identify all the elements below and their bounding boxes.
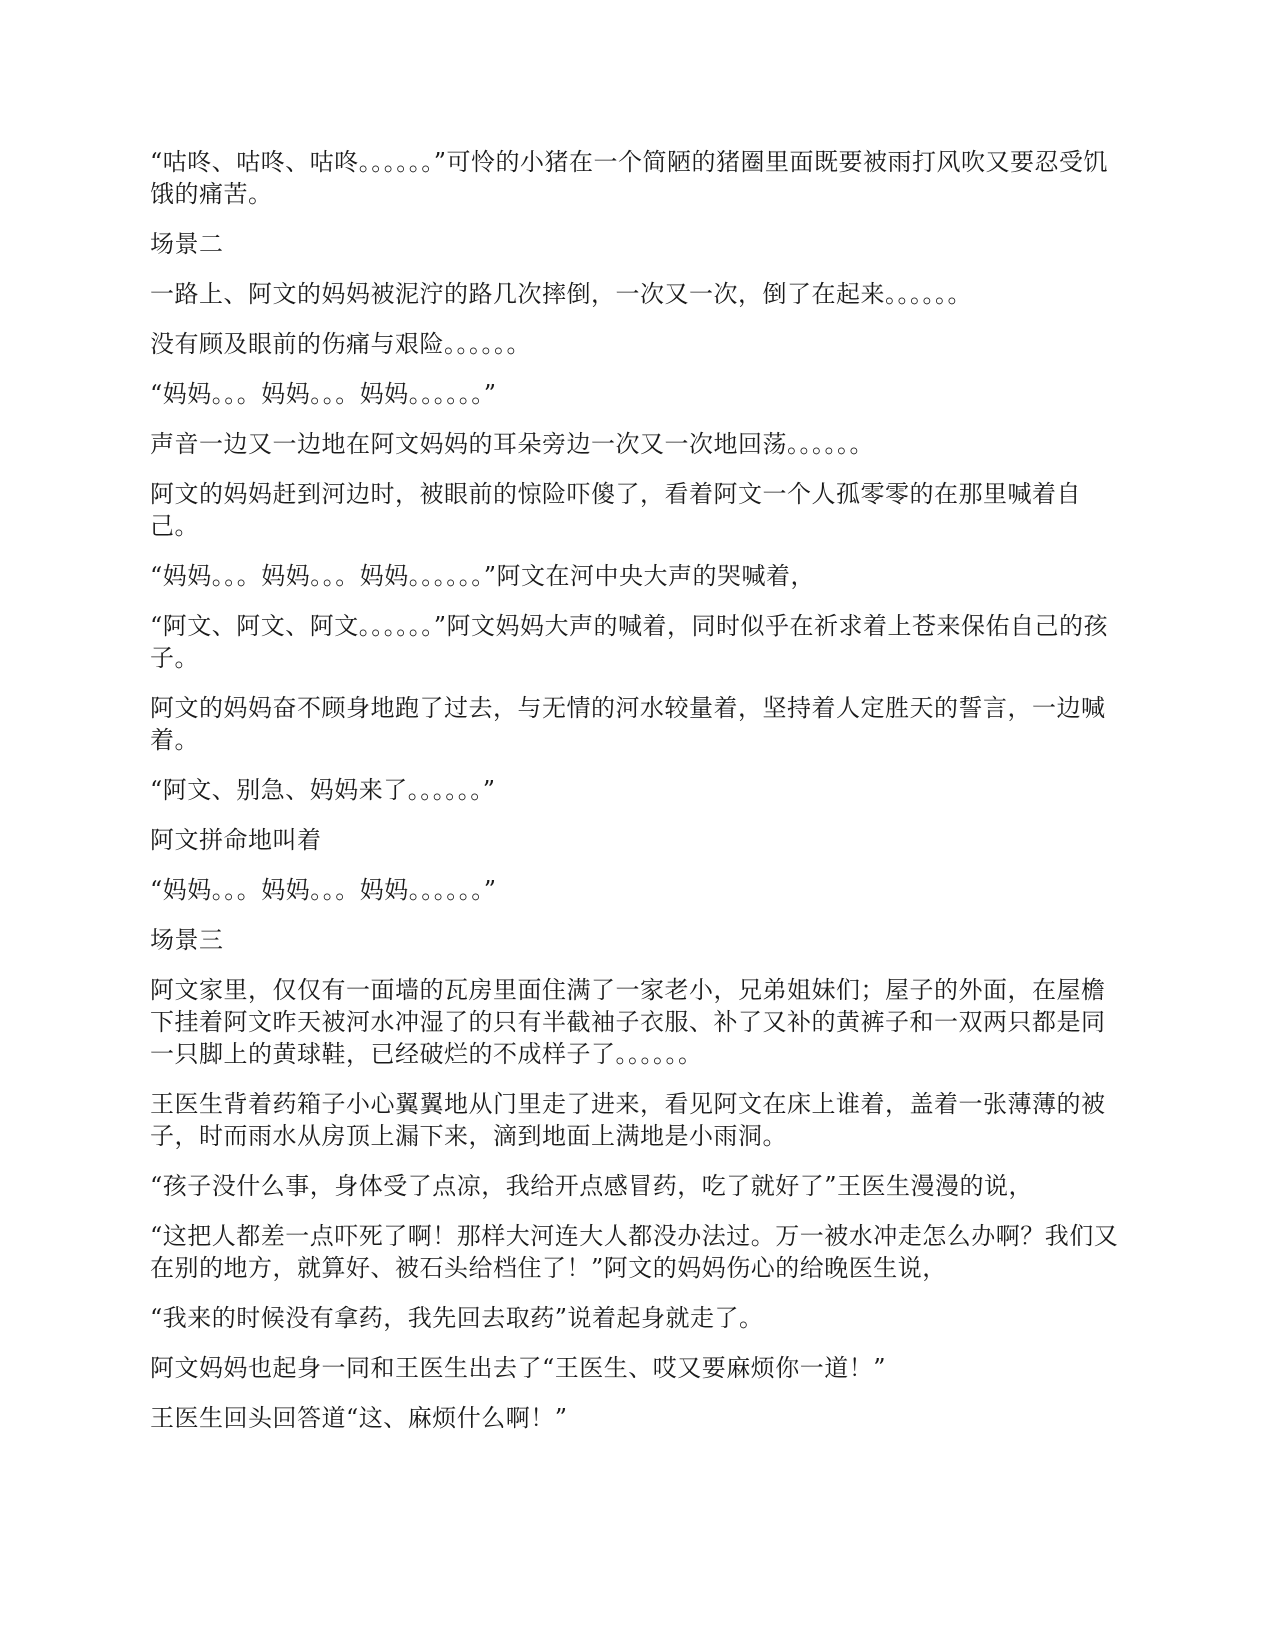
paragraph: 声音一边又一边地在阿文妈妈的耳朵旁边一次又一次地回荡。。。。。。: [150, 430, 874, 458]
dialogue-line: “阿文、别急、妈妈来了。。。。。。”: [150, 776, 496, 804]
paragraph: “咕咚、咕咚、咕咚。。。。。。”可怜的小猪在一个简陋的猪圈里面既要被雨打风吹又要忍受饥饿的痛苦。: [150, 148, 1109, 208]
dialogue-line: “阿文、阿文、阿文。。。。。。”阿文妈妈大声的喊着，同时似乎在祈求着上苍来保佑自己的孩子。: [150, 612, 1109, 672]
document-body: [150, 146, 1128, 1452]
paragraph: 阿文的妈妈赶到河边时，被眼前的惊险吓傻了，看着阿文一个人孤零零的在那里喊着自己。: [150, 480, 1081, 540]
paragraph: 阿文妈妈也起身一同和王医生出去了“王医生、哎又要麻烦你一道！”: [150, 1354, 887, 1382]
dialogue-line: “妈妈。。。妈妈。。。妈妈。。。。。。”: [150, 380, 497, 408]
paragraph: 没有顾及眼前的伤痛与艰险。。。。。。: [150, 330, 531, 358]
paragraph: 王医生背着药箱子小心翼翼地从门里走了进来，看见阿文在床上谁着，盖着一张薄薄的被子，时而雨水从房顶上漏下来，滴到地面上满地是小雨洞。: [150, 1090, 1106, 1150]
scene-heading: 场景二: [150, 230, 224, 258]
paragraph: 一路上、阿文的妈妈被泥泞的路几次摔倒，一次又一次，倒了在起来。。。。。。: [150, 280, 972, 308]
dialogue-line: “妈妈。。。妈妈。。。妈妈。。。。。。”阿文在河中央大声的哭喊着，: [150, 562, 816, 590]
scene-heading: 场景三: [150, 926, 224, 954]
paragraph: 阿文家里，仅仅有一面墙的瓦房里面住满了一家老小，兄弟姐妹们；屋子的外面，在屋檐下挂着阿文昨天被河水冲湿了的只有半截袖子衣服、补了又补的黄裤子和一双两只都是同一只脚上的黄球鞋，已经破烂的不成样子了。。。。。。: [150, 976, 1106, 1068]
paragraph: 王医生回头回答道“这、麻烦什么啊！”: [150, 1404, 568, 1432]
dialogue-line: “这把人都差一点吓死了啊！那样大河连大人都没办法过。万一被水冲走怎么办啊？我们又在别的地方，就算好、被石头给档住了！”阿文的妈妈伤心的给晚医生说，: [150, 1222, 1119, 1282]
dialogue-line: “妈妈。。。妈妈。。。妈妈。。。。。。”: [150, 876, 497, 904]
paragraph: 阿文的妈妈奋不顾身地跑了过去，与无情的河水较量着，坚持着人定胜天的誓言，一边喊着。: [150, 694, 1106, 754]
paragraph: 阿文拼命地叫着: [150, 826, 322, 854]
dialogue-line: “孩子没什么事，身体受了点凉，我给开点感冒药，吃了就好了”王医生漫漫的说，: [150, 1172, 1034, 1200]
dialogue-line: “我来的时候没有拿药，我先回去取药”说着起身就走了。: [150, 1304, 764, 1332]
